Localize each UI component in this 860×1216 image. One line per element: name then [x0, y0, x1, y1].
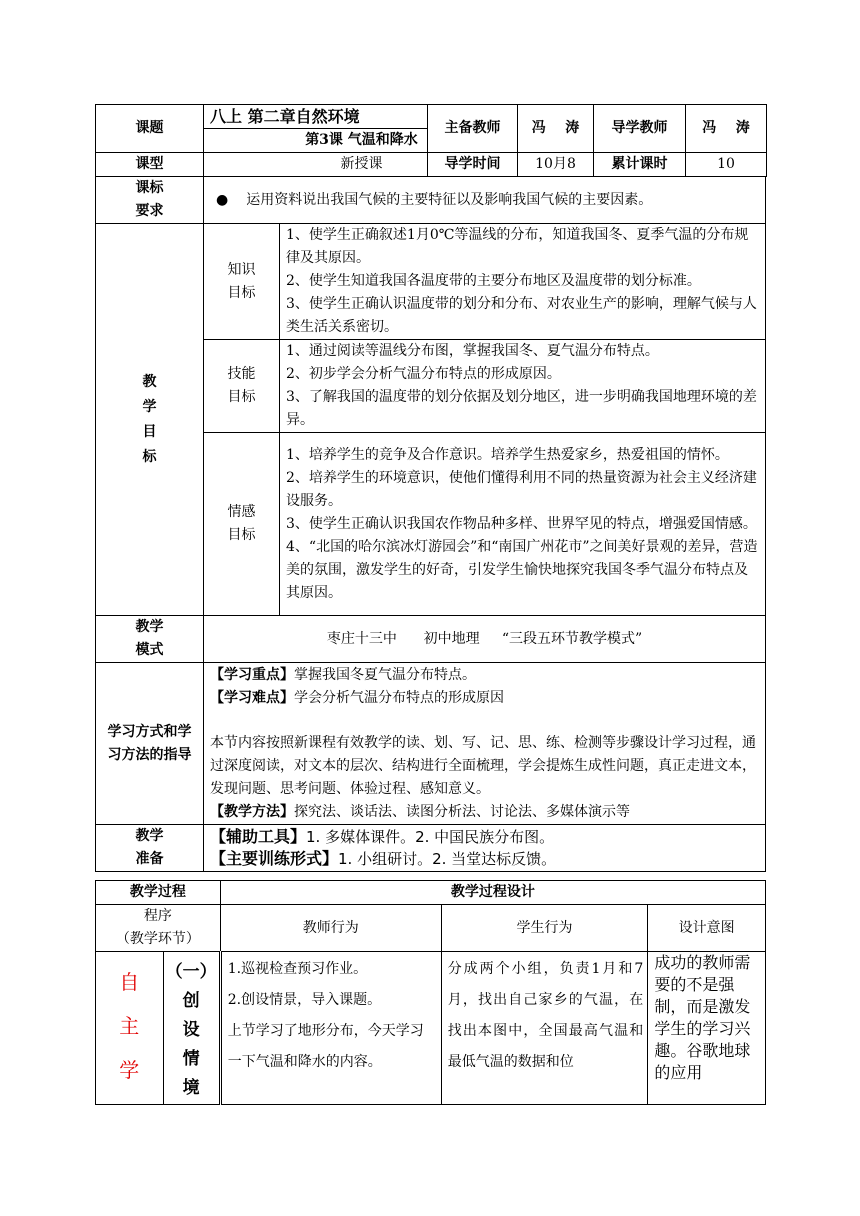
- type-label: 课型: [96, 153, 204, 177]
- lesson-plan-header-right: [427, 104, 767, 177]
- prep-label-l1: 教学: [135, 828, 164, 844]
- method-label-l2: 习方法的指导: [107, 746, 192, 763]
- standard-label-line2: 要求: [135, 203, 164, 219]
- study-difficulty: [210, 687, 761, 710]
- total-hours-value: 10: [686, 153, 767, 177]
- method-label-l1: 学习方式和学: [107, 723, 192, 740]
- skill-goal-label: [204, 340, 280, 433]
- study-difficulty-label: 【学习难点】: [210, 690, 294, 706]
- skill-goal-label-l2: 目标: [227, 389, 256, 405]
- keti-label: 课题: [96, 105, 204, 153]
- method-label: [96, 663, 204, 825]
- knowledge-goal-label-l1: 知识: [227, 261, 256, 278]
- emotion-goal-label: [204, 433, 280, 616]
- knowledge-goal-item: 1、使学生正确叙述1月0℃等温线的分布，知道我国冬、夏季气温的分布规律及其原因。: [286, 227, 749, 266]
- guide-time-label: 导学时间: [428, 153, 518, 177]
- main-teacher-value: 冯 涛: [518, 105, 594, 153]
- prep-label: [96, 825, 204, 872]
- training-form-label: 【主要训练形式】: [210, 849, 339, 868]
- student-col-header: 学生行为: [441, 905, 648, 952]
- knowledge-goal-label-l2: 目标: [227, 284, 256, 301]
- emotion-goal-text: [280, 433, 766, 616]
- mode-label: [96, 616, 204, 663]
- prep-text: [204, 825, 766, 872]
- emotion-goal-item: 2、培养学生的环境意识，使他们懂得利用不同的热量资源为社会主义经济建设服务。: [286, 469, 757, 509]
- bullet-icon: ●: [216, 191, 229, 208]
- program-label-l1: 程序: [143, 908, 172, 924]
- emotion-goal-label-l1: 情感: [227, 504, 256, 520]
- emotion-goal-item: 1、培养学生的竞争及合作意识。培养学生热爱家乡，热爱祖国的情怀。: [286, 446, 729, 463]
- step-char: 情: [182, 1049, 200, 1069]
- step-char: （一）: [165, 962, 217, 982]
- process-label: 教学过程: [96, 881, 221, 905]
- teaching-method: [210, 801, 761, 824]
- program-label: [96, 905, 221, 952]
- study-difficulty-text: 学会分析气温分布特点的形成原因: [294, 690, 504, 706]
- skill-goal-item: 2、初步学会分析气温分布特点的形成原因。: [286, 366, 561, 382]
- study-focus-label: 【学习重点】: [210, 667, 294, 683]
- process-table: [95, 880, 766, 1105]
- prep-label-l2: 准备: [135, 851, 164, 867]
- step-label: [163, 952, 220, 1105]
- design-intent: 成功的教师需要的不是强制，而是激发学生的学习兴趣。谷歌地球的应用: [648, 952, 766, 1105]
- aux-tools-label: 【辅助工具】: [210, 827, 307, 846]
- student-behavior: 分成两个小组，负责1月和7月，找出自己家乡的气温，在找出本图中，全国最高气温和最低气温的数据和位: [441, 952, 648, 1105]
- step-char: 境: [182, 1078, 200, 1098]
- phase-label: [96, 952, 164, 1105]
- training-form: [210, 848, 761, 870]
- guide-time-value: 10月8: [518, 153, 594, 177]
- spacer: [210, 710, 761, 732]
- knowledge-goal-text: [280, 224, 766, 340]
- step-char: 设: [182, 1020, 200, 1040]
- program-label-l2: （教学环节）: [115, 931, 200, 947]
- method-paragraph: 本节内容按照新课程有效教学的读、划、写、记、思、练、检测等步骤设计学习过程，通过深度阅读，对文本的层次、结构进行全面梳理，学会提炼生成性问题，真正走进文本，发现问题、思考问题、体验过程、感知意义。: [210, 735, 756, 797]
- skill-goal-item: 1、通过阅读等温线分布图，掌握我国冬、夏气温分布特点。: [286, 343, 659, 359]
- phase-char: 自: [119, 970, 140, 994]
- emotion-goal-item: 4、“北国的哈尔滨冰灯游园会”和“南国广州花市”之间美好景观的差异，营造美的氛围，激发学生的好奇，引发学生愉快地探究我国冬季气温分布特点及其原因。: [286, 538, 758, 601]
- main-teacher-label: 主备教师: [428, 105, 518, 153]
- emotion-goal-item: 3、使学生正确认识我国农作物品种多样、世界罕见的特点，增强爱国情感。: [286, 515, 757, 532]
- teaching-method-text: 探究法、谈话法、读图分析法、讨论法、多媒体演示等: [294, 804, 630, 820]
- teacher-col-header: 教师行为: [220, 905, 441, 952]
- aux-tools-text: 1. 多媒体课件。2. 中国民族分布图。: [306, 828, 555, 846]
- guide-teacher-value: 冯 涛: [686, 105, 767, 153]
- standard-text: 运用资料说出我国气候的主要特征以及影响我国气候的主要因素。: [246, 191, 653, 208]
- teacher-behavior: [220, 952, 441, 1105]
- study-focus-text: 掌握我国冬夏气温分布特点。: [294, 667, 476, 683]
- knowledge-goal-item: 2、使学生知道我国各温度带的主要分布地区及温度带的划分标准。: [286, 273, 701, 289]
- study-focus: [210, 664, 761, 687]
- mode-label-l2: 模式: [135, 642, 164, 658]
- knowledge-goal-item: 3、使学生正确认识温度带的划分和分布、对农业生产的影响，理解气候与人类生活关系密切。: [286, 296, 757, 335]
- goals-label: [96, 224, 204, 616]
- skill-goal-item: 3、了解我国的温度带的划分依据及划分地区，进一步明确我国地理环境的差异。: [286, 389, 757, 428]
- lesson-plan-table: [95, 104, 766, 872]
- skill-goal-label-l1: 技能: [227, 366, 256, 382]
- phase-char: 主: [119, 1014, 140, 1038]
- goals-label-char: 学: [142, 398, 157, 415]
- goals-label-char: 目: [142, 423, 157, 440]
- standard-text-cell: [204, 177, 766, 224]
- step-char: 创: [182, 991, 200, 1011]
- teacher-item: 上节学习了地形分布，今天学习一下气温和降水的内容。: [227, 1023, 424, 1070]
- total-hours-label: 累计课时: [594, 153, 686, 177]
- teacher-item: 2.创设情景，导入课题。: [227, 992, 382, 1008]
- standard-label-line1: 课标: [135, 180, 164, 196]
- goals-label-char: 教: [142, 373, 157, 390]
- design-label: 教学过程设计: [220, 881, 765, 905]
- teacher-item: 1.巡视检查预习作业。: [227, 961, 368, 977]
- course-title: 八上 第二章自然环境: [204, 105, 520, 129]
- emotion-goal-label-l2: 目标: [227, 527, 256, 543]
- standard-label: [96, 177, 204, 224]
- aux-tools: [210, 826, 761, 848]
- intent-col-header: 设计意图: [648, 905, 766, 952]
- lesson-title: 第3课 气温和降水: [204, 129, 520, 153]
- training-form-text: 1. 小组研讨。2. 当堂达标反馈。: [338, 850, 557, 868]
- method-text: [204, 663, 766, 825]
- mode-label-l1: 教学: [135, 619, 164, 635]
- phase-char: 学: [119, 1058, 140, 1082]
- mode-text: 枣庄十三中 初中地理 “三段五环节教学模式”: [204, 616, 766, 663]
- knowledge-goal-label: [204, 224, 280, 340]
- skill-goal-text: [280, 340, 766, 433]
- teaching-method-label: 【教学方法】: [210, 804, 294, 820]
- guide-teacher-label: 导学教师: [594, 105, 686, 153]
- goals-label-char: 标: [142, 448, 157, 465]
- type-value: 新授课: [204, 153, 520, 177]
